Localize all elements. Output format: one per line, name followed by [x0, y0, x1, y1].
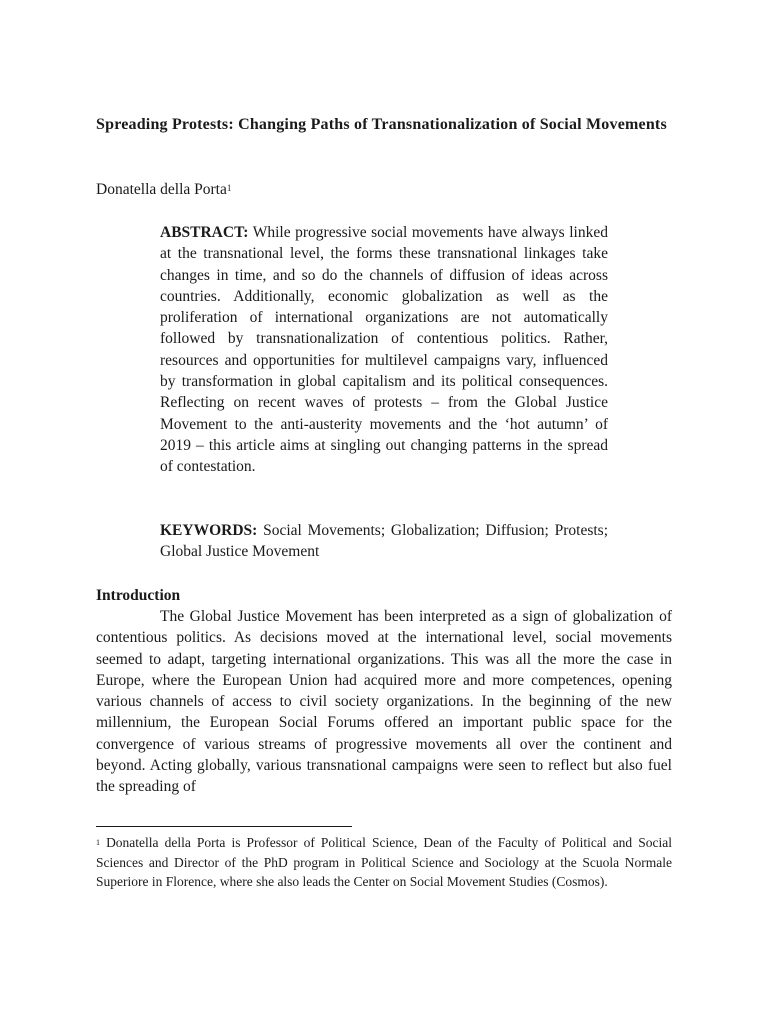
keywords-text: Social Movements; Globalization; Diffusion; Protests; Global Justice Movement [160, 522, 609, 561]
paper-title: Spreading Protests: Changing Paths of Transnationalization of Social Movements [96, 116, 667, 133]
author-footnote-marker[interactable]: 1 [226, 183, 232, 193]
footnote-text: Donatella della Porta is Professor of Political Science, Dean of the Faculty of Political and Social Sciences and Director of the PhD program in Political Science and Sociology at the Scuola Normale Superiore in Florence, where she also leads the Center on Social Movement Studies (Cosmos). [96, 835, 672, 889]
introduction-paragraph: The Global Justice Movement has been interpreted as a sign of globalization of contentious politics. As decisions moved at the international level, social movements seemed to adapt, targeting international organizations. This was all the more the case in Europe, where the European Union had acquired more and more competences, opening various channels of access to civil society organizations. In the beginning of the new millennium, the European Social Forums offered an important public space for the convergence of various streams of progressive movements all over the continent and beyond. Acting globally, various transnational campaigns were seen to reflect but also fuel the spreading of [96, 608, 672, 796]
author-name: Donatella della Porta [96, 181, 227, 198]
footnote-divider [96, 826, 352, 827]
abstract [160, 222, 608, 478]
keywords-label: KEYWORDS: [160, 522, 258, 539]
keywords [160, 520, 608, 563]
footnote [96, 833, 672, 892]
abstract-text: While progressive social movements have always linked at the transnational level, the forms these transnational linkages take changes in time, and so do the channels of diffusion of ideas across countries. Additionally, economic globalization as well as the proliferation of international organizations are not automatically followed by transnationalization of contentious politics. Rather, resources and opportunities for multilevel campaigns vary, influenced by transformation in global capitalism and its political consequences. Reflecting on recent waves of protests – from the Global Justice Movement to the anti-austerity movements and the ‘hot autumn’ of 2019 – this article aims at singling out changing patterns in the spread of contestation. [160, 224, 608, 476]
footnote-marker: 1 [96, 838, 100, 847]
section-heading-introduction: Introduction [96, 587, 181, 604]
abstract-label: ABSTRACT: [160, 224, 249, 241]
author-line [96, 179, 231, 200]
